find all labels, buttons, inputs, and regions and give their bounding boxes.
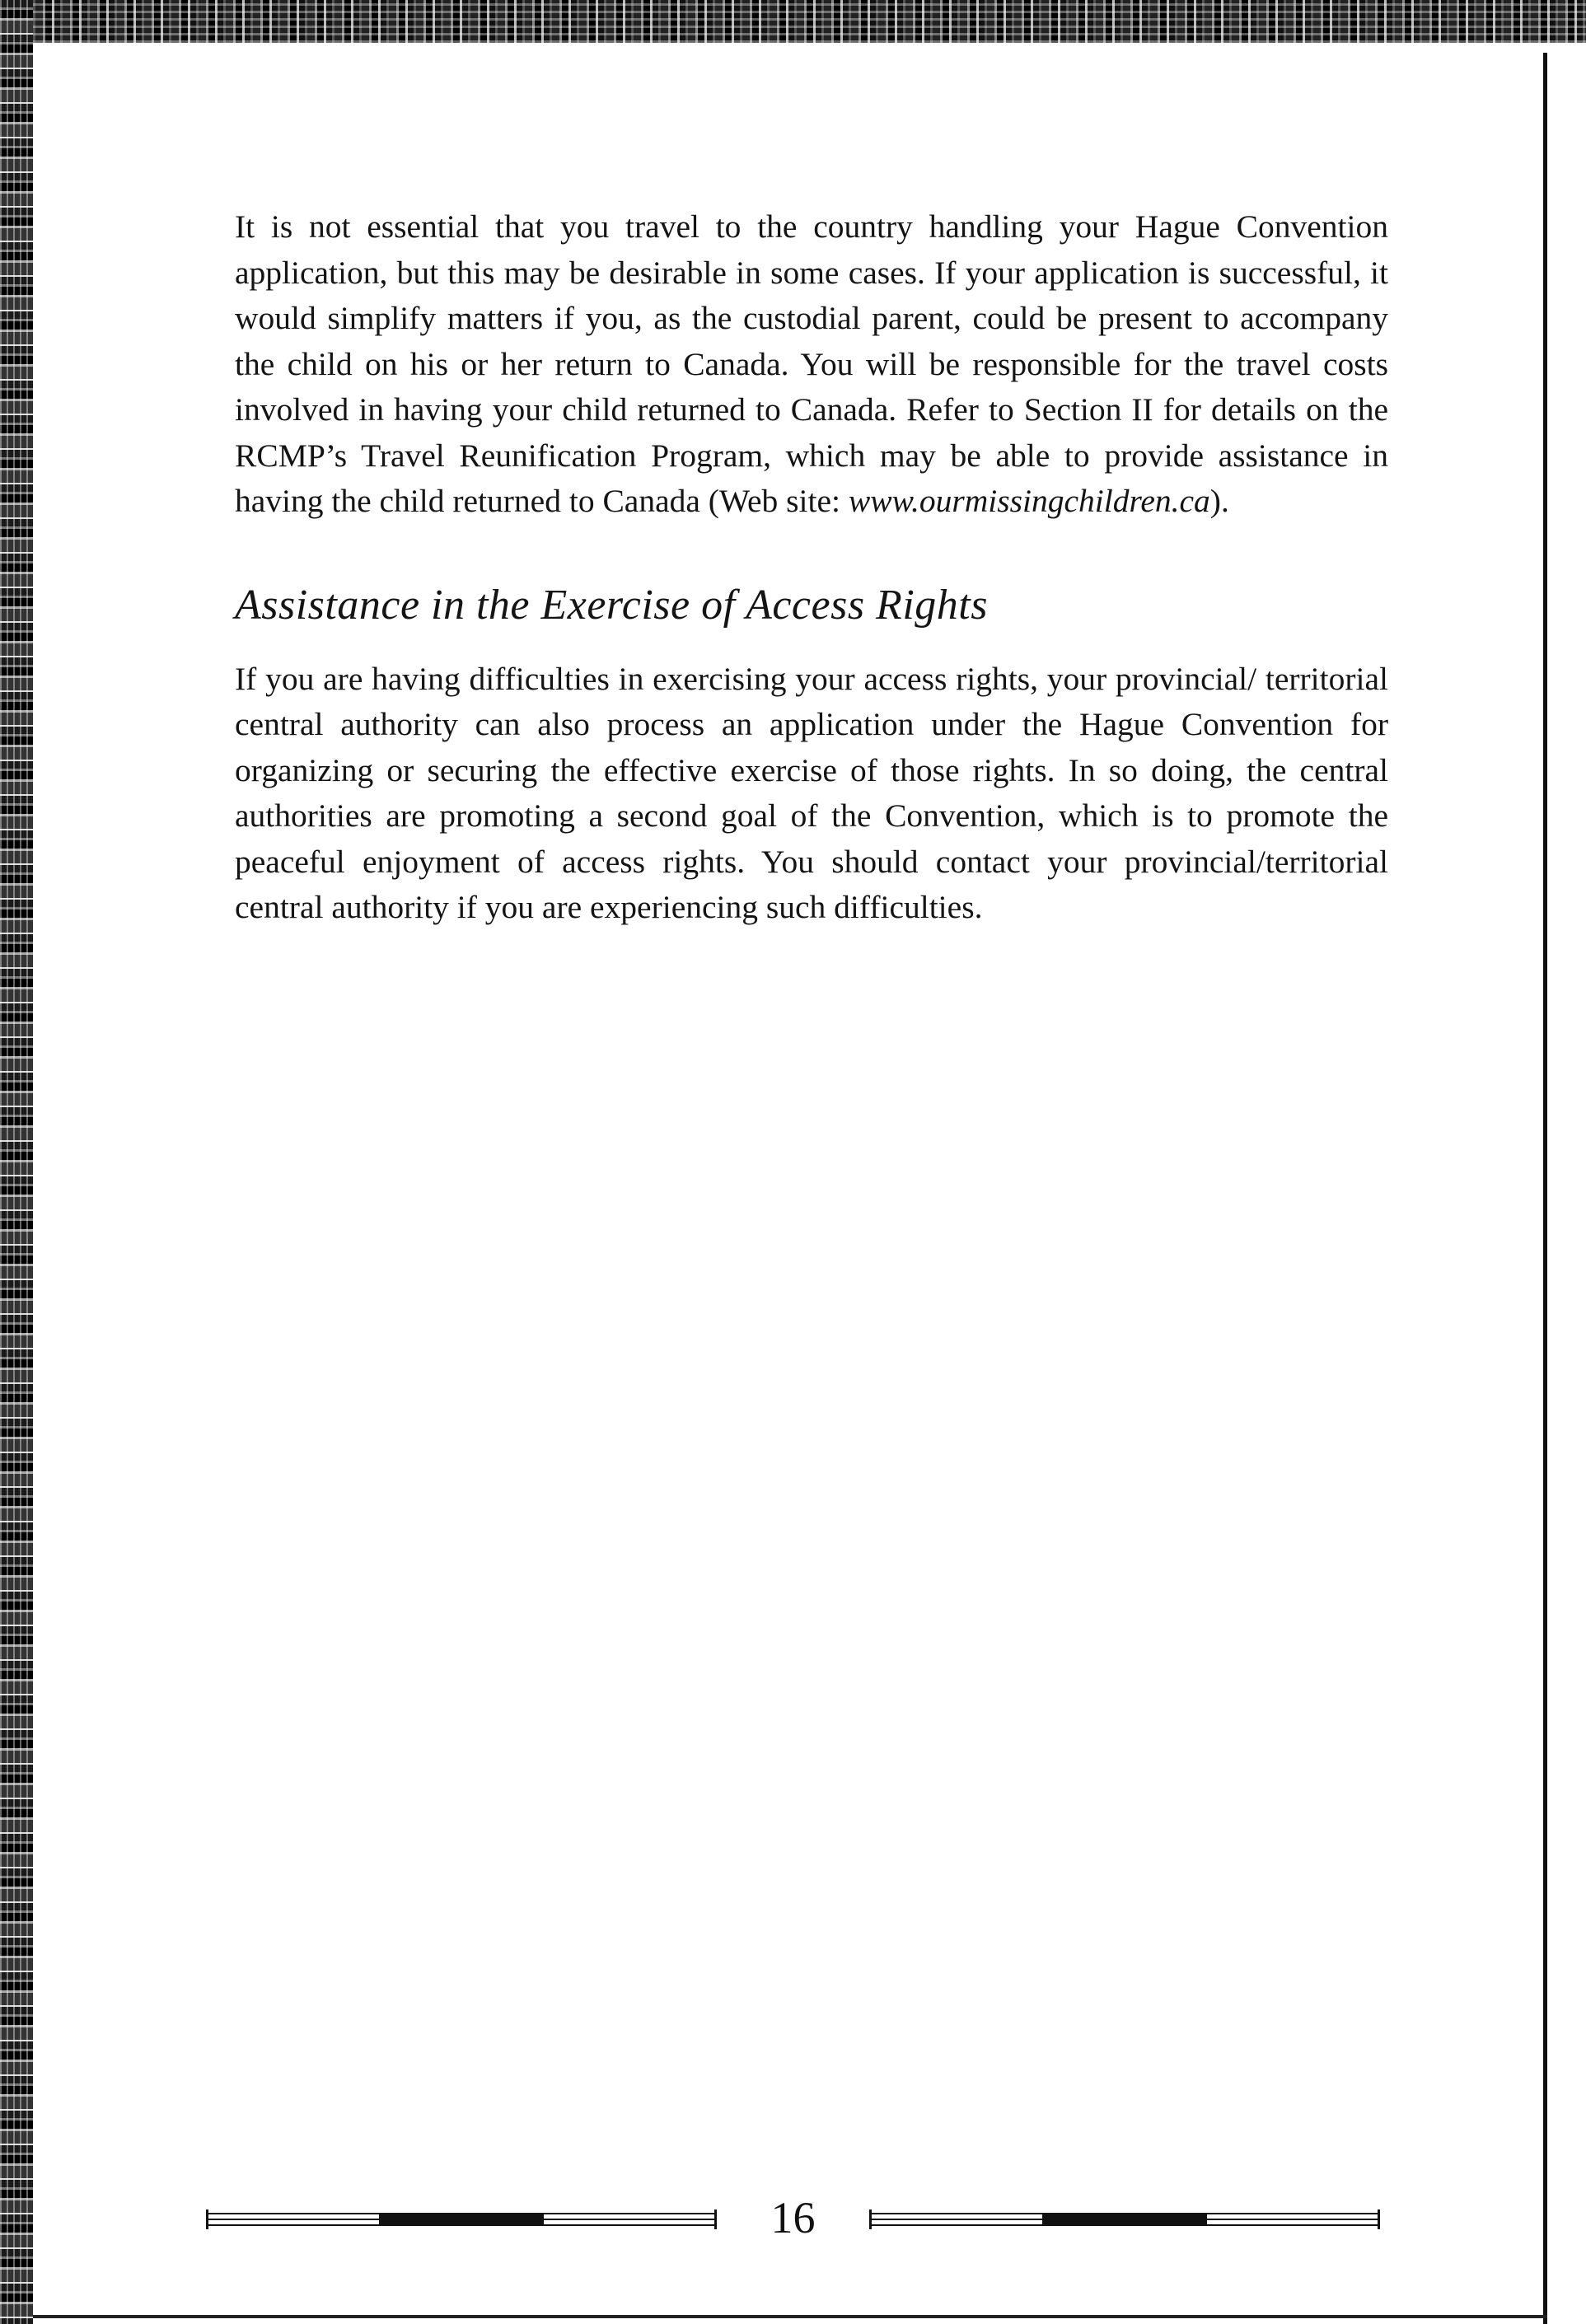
- scan-binding-edge: [0, 0, 33, 2324]
- page-footer: [206, 2191, 1380, 2244]
- paragraph-travel-end: ).: [1209, 483, 1229, 519]
- paragraph-travel-text: It is not essential that you travel to the country handling your Hague Convention application, but this may be desirable in some cases. If your application is successful, it would simplify matters if you, as the custodial parent, could be present to accompany the child on his or her return to Canada. You will be responsible for the travel costs involved in having your child returned to Canada. Refer to Section II for details on the RCMP’s Travel Reunification Program, which may be able to provide assistance in having the child returned to Canada (Web site:: [235, 208, 1388, 519]
- footer-ornament-right: [869, 2209, 1380, 2229]
- page-border-right: [1543, 53, 1547, 2324]
- page-border-bottom: [33, 2315, 1547, 2318]
- page-number: 16: [770, 2193, 816, 2242]
- paragraph-travel: [235, 204, 1388, 525]
- scan-top-edge: [0, 0, 1586, 43]
- paragraph-access-rights: If you are having difficulties in exercising your access rights, your provincial/ territorial central authority can also process an application under the Hague Convention for organizing or securing the effective exercise of those rights. In so doing, the central authorities are promoting a second goal of the Convention, which is to promote the peaceful enjoyment of access rights. You should contact your provincial/territorial central authority if you are experiencing such difficulties.: [235, 660, 1388, 925]
- page-content: [235, 204, 1388, 931]
- website-link[interactable]: www.ourmissingchildren.ca: [848, 483, 1210, 519]
- section-heading: Assistance in the Exercise of Access Rights: [235, 581, 988, 629]
